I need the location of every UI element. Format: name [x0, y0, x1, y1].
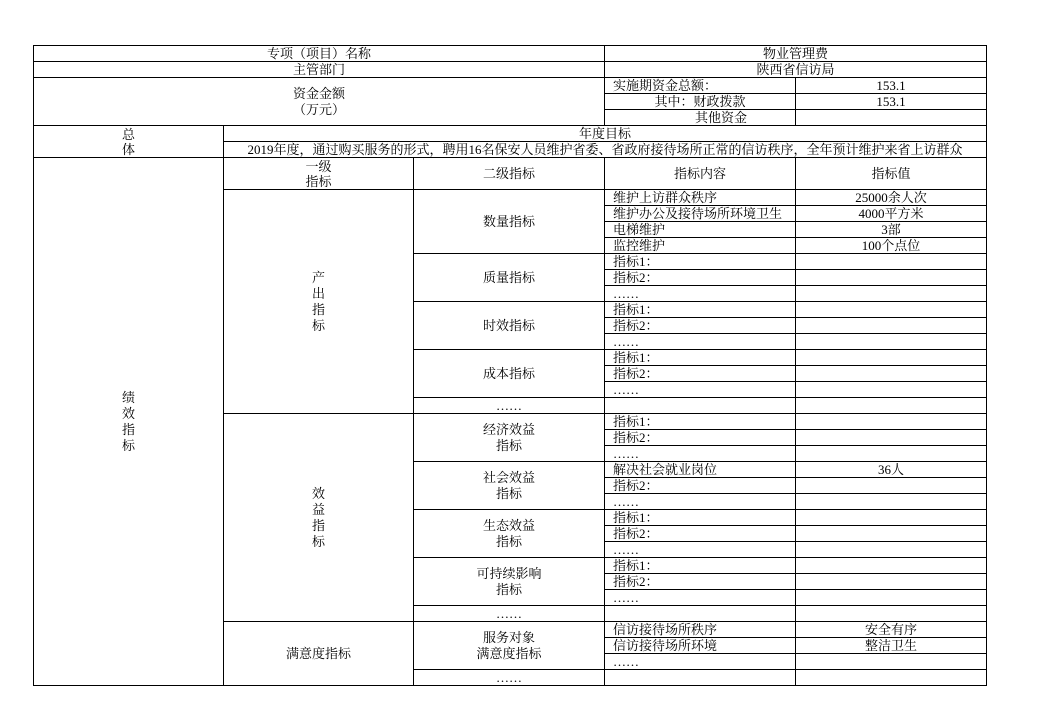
ecological-indicators-label-line: 指标: [496, 533, 523, 549]
sustainable-indicators-label-line: 可持续影响: [476, 565, 542, 581]
indicator-content: 指标2：: [605, 430, 796, 446]
indicator-content: [605, 398, 796, 414]
indicator-value: [796, 574, 987, 590]
indicator-content: ……: [605, 446, 796, 462]
indicator-value: [796, 654, 987, 670]
indicator-value: 36人: [796, 462, 987, 478]
indicator-content: ……: [605, 382, 796, 398]
social-indicators-label-line: 社会效益: [483, 469, 536, 485]
indicator-value: [796, 542, 987, 558]
indicator-content: ……: [605, 334, 796, 350]
indicator-value: [796, 446, 987, 462]
funds-label-unit: （万元）: [293, 101, 346, 117]
indicator-value: [796, 286, 987, 302]
indicator-content: ……: [605, 286, 796, 302]
indicator-content: ……: [605, 654, 796, 670]
indicator-content: 指标2：: [605, 318, 796, 334]
indicator-value: [796, 270, 987, 286]
indicator-value: [796, 590, 987, 606]
indicator-content: ……: [605, 494, 796, 510]
quality-indicators-label: 质量指标: [414, 254, 605, 302]
indicator-content: 指标2：: [605, 366, 796, 382]
indicator-content: ……: [605, 542, 796, 558]
project-name-label: 专项（项目）名称: [34, 46, 605, 62]
output-indicators-label-text: 产出指标: [312, 269, 326, 333]
funds-total-value: 153.1: [796, 78, 987, 94]
indicator-value: [796, 302, 987, 318]
indicator-value: [796, 350, 987, 366]
indicator-value: 安全有序: [796, 622, 987, 638]
ecological-indicators-label-line: 生态效益: [483, 517, 536, 533]
col-value-header: 指标值: [796, 158, 987, 190]
funds-other-label: 其他资金: [605, 110, 796, 126]
indicator-content: 指标2：: [605, 574, 796, 590]
indicator-value: 整洁卫生: [796, 638, 987, 654]
economic-indicators-label: [414, 414, 605, 462]
performance-indicators-label: [34, 158, 224, 686]
economic-indicators-label-line: 经济效益: [483, 421, 536, 437]
indicator-content: [605, 606, 796, 622]
quantity-indicators-label: 数量指标: [414, 190, 605, 254]
satisfaction-indicators-label: 满意度指标: [224, 622, 414, 686]
funds-total-label: 实施期资金总额：: [605, 78, 796, 94]
benefit-indicators-label: [224, 414, 414, 622]
indicator-content: 维护办公及接待场所环境卫生: [605, 206, 796, 222]
cost-indicators-label: 成本指标: [414, 350, 605, 398]
col-level2-header: 二级指标: [414, 158, 605, 190]
indicator-content: 监控维护: [605, 238, 796, 254]
benefit-indicators-label-text: 效益指标: [312, 485, 326, 549]
indicator-value: [796, 414, 987, 430]
indicator-content: 指标2：: [605, 526, 796, 542]
project-name-row: [34, 46, 987, 62]
annual-goal-text: 2019年度，通过购买服务的形式，聘用16名保安人员维护省委、省政府接待场所正常的信访秩序，全年预计维护来省上访群众: [224, 142, 987, 158]
indicator-value: [796, 558, 987, 574]
overall-label: [34, 126, 224, 158]
indicator-content: 指标1：: [605, 254, 796, 270]
indicator-content: 信访接待场所环境: [605, 638, 796, 654]
indicator-content: [605, 670, 796, 686]
indicator-content: ……: [605, 590, 796, 606]
annual-goal-label: 年度目标: [224, 126, 987, 142]
indicator-content: 指标1：: [605, 414, 796, 430]
indicator-value: [796, 318, 987, 334]
indicator-content: 信访接待场所秩序: [605, 622, 796, 638]
indicator-value: [796, 670, 987, 686]
sustainable-indicators-label: [414, 558, 605, 606]
funds-label: [34, 78, 605, 126]
service-satisfaction-label-line: 服务对象: [483, 629, 536, 645]
sustainable-indicators-label-line: 指标: [496, 581, 523, 597]
overall-label-text: 总体: [122, 126, 136, 157]
indicator-header-row: [34, 158, 987, 190]
overall-row: [34, 126, 987, 142]
indicator-value: [796, 430, 987, 446]
indicator-value: [796, 382, 987, 398]
social-indicators-label: [414, 462, 605, 510]
indicator-value: [796, 366, 987, 382]
indicator-content: 指标2：: [605, 270, 796, 286]
social-indicators-label-line: 指标: [496, 485, 523, 501]
col-level1-header: [224, 158, 414, 190]
indicator-content: 解决社会就业岗位: [605, 462, 796, 478]
indicator-content: 指标1：: [605, 350, 796, 366]
output-more-label: ……: [414, 398, 605, 414]
indicator-content: 电梯维护: [605, 222, 796, 238]
indicator-value: [796, 606, 987, 622]
department-value: 陕西省信访局: [605, 62, 987, 78]
indicator-value: 25000余人次: [796, 190, 987, 206]
benefit-more-label: ……: [414, 606, 605, 622]
service-satisfaction-label: [414, 622, 605, 670]
indicator-content: 指标1：: [605, 510, 796, 526]
performance-target-table: [33, 45, 987, 686]
satisfaction-more-label: ……: [414, 670, 605, 686]
economic-indicators-label-line: 指标: [496, 437, 523, 453]
indicator-value: 4000平方米: [796, 206, 987, 222]
indicator-content: 指标1：: [605, 302, 796, 318]
indicator-value: [796, 334, 987, 350]
indicator-value: 3部: [796, 222, 987, 238]
department-label: 主管部门: [34, 62, 605, 78]
funds-label-title: 资金金额: [293, 85, 346, 101]
project-name-value: 物业管理费: [605, 46, 987, 62]
indicator-value: [796, 398, 987, 414]
indicator-value: [796, 526, 987, 542]
output-indicators-label: [224, 190, 414, 414]
funds-fiscal-label: 其中：财政拨款: [605, 94, 796, 110]
timeliness-indicators-label: 时效指标: [414, 302, 605, 350]
indicator-content: 指标2：: [605, 478, 796, 494]
indicator-value: [796, 478, 987, 494]
funds-fiscal-value: 153.1: [796, 94, 987, 110]
indicator-value: [796, 494, 987, 510]
funds-row: [34, 78, 987, 94]
col-level1-header-line: 指标: [305, 173, 332, 189]
indicator-content: 维护上访群众秩序: [605, 190, 796, 206]
funds-other-value: [796, 110, 987, 126]
indicator-value: 100个点位: [796, 238, 987, 254]
department-row: [34, 62, 987, 78]
performance-indicators-label-text: 绩效指标: [122, 389, 136, 453]
service-satisfaction-label-line: 满意度指标: [476, 645, 542, 661]
ecological-indicators-label: [414, 510, 605, 558]
indicator-value: [796, 510, 987, 526]
col-content-header: 指标内容: [605, 158, 796, 190]
indicator-value: [796, 254, 987, 270]
col-level1-header-line: 一级: [305, 158, 332, 174]
indicator-content: 指标1：: [605, 558, 796, 574]
